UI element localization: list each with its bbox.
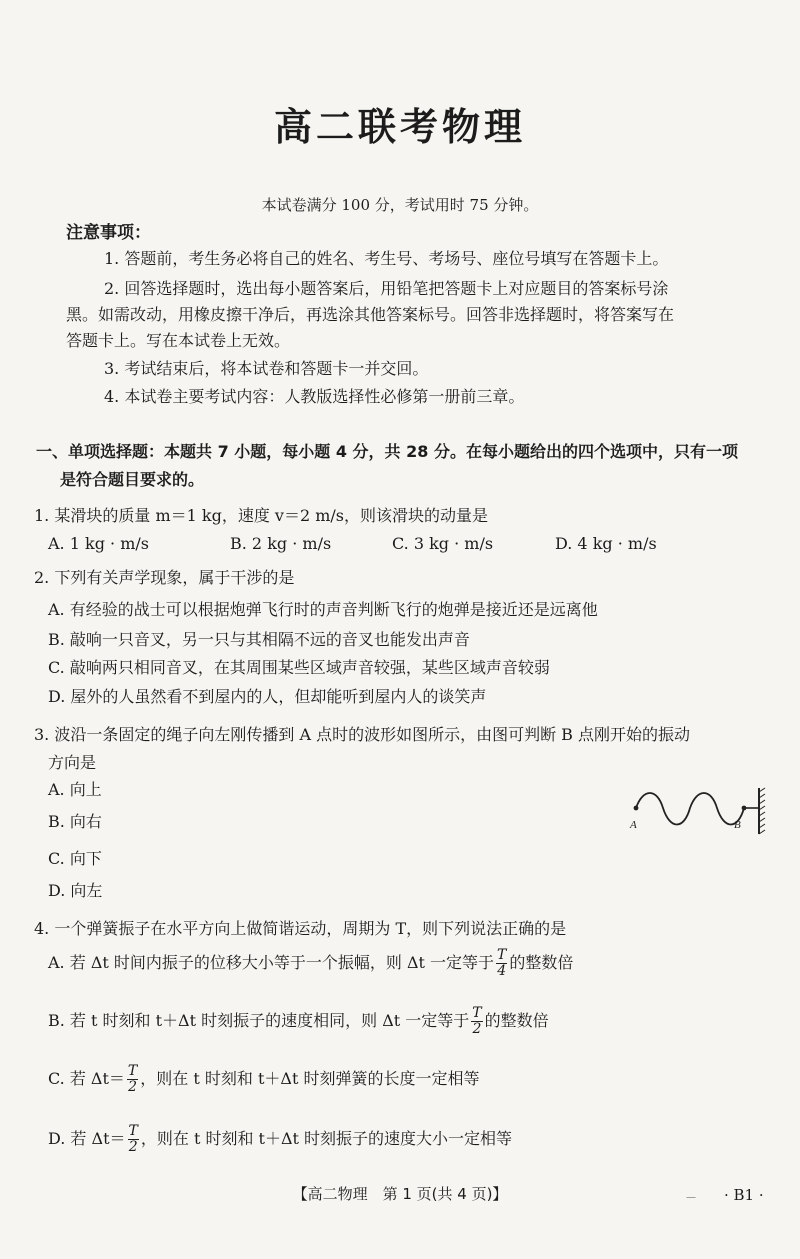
fraction-numerator: T	[128, 1123, 138, 1139]
question-3-option-c: C. 向下	[48, 849, 102, 868]
option-text: 的整数倍	[484, 1011, 549, 1030]
question-4-option-b	[48, 1006, 549, 1037]
fraction-numerator: T	[497, 947, 507, 963]
page-footer: 【高二物理 第 1 页(共 4 页)】	[292, 1185, 508, 1203]
question-2-option-c: C. 敲响两只相同音叉，在其周围某些区域声音较强，某些区域声音较弱	[48, 658, 550, 677]
notice-heading: 注意事项：	[66, 223, 151, 243]
option-text: B. 若 t 时刻和 t＋Δt 时刻振子的速度相同，则 Δt 一定等于	[48, 1011, 470, 1030]
wave-diagram	[628, 786, 768, 838]
notice-item: 3. 考试结束后，将本试卷和答题卡一并交回。	[104, 359, 429, 378]
question-3-option-b: B. 向右	[48, 812, 102, 831]
question-2-option-d: D. 屋外的人虽然看不到屋内的人，但却能听到屋内人的谈笑声	[48, 687, 487, 706]
fraction-denominator: 2	[128, 1079, 138, 1095]
question-2-stem: 2. 下列有关声学现象，属于干涉的是	[34, 568, 295, 587]
section-heading	[36, 438, 774, 494]
fraction	[128, 1124, 139, 1155]
label-point-a: A	[630, 819, 637, 831]
footer-dash: －	[685, 1191, 698, 1205]
question-2-option-b: B. 敲响一只音叉，另一只与其相隔不远的音叉也能发出声音	[48, 630, 470, 649]
notice-item: 1. 答题前，考生务必将自己的姓名、考生号、考场号、座位号填写在答题卡上。	[104, 249, 669, 268]
section-heading-line: 是符合题目要求的。	[60, 470, 205, 489]
question-3-option-a: A. 向上	[48, 780, 102, 799]
exam-subtitle: 本试卷满分 100 分，考试用时 75 分钟。	[261, 196, 539, 214]
fraction-numerator: T	[127, 1063, 138, 1079]
question-4-option-d	[48, 1124, 512, 1155]
question-3-stem: 3. 波沿一条固定的绳子向左刚传播到 A 点时的波形如图所示，由图可判断 B 点刚开始的振动	[34, 725, 691, 744]
question-1-option-d: D. 4 kg · m/s	[555, 534, 657, 553]
option-text: ，则在 t 时刻和 t＋Δt 时刻弹簧的长度一定相等	[140, 1069, 480, 1088]
fraction-denominator: 4	[497, 963, 507, 979]
fraction-numerator: T	[472, 1005, 482, 1021]
question-4-option-a	[48, 948, 573, 979]
question-1-option-c: C. 3 kg · m/s	[392, 534, 494, 553]
fraction	[496, 948, 507, 979]
wave-curve	[636, 793, 744, 825]
point-a-dot	[634, 806, 639, 811]
question-1-option-b: B. 2 kg · m/s	[230, 534, 332, 553]
notice-item: 4. 本试卷主要考试内容：人教版选择性必修第一册前三章。	[104, 387, 525, 406]
question-1-option-a: A. 1 kg · m/s	[48, 534, 149, 553]
option-text: ，则在 t 时刻和 t＋Δt 时刻振子的速度大小一定相等	[140, 1129, 513, 1148]
label-point-b: B	[734, 819, 741, 831]
notice-item: 2. 回答选择题时，选出每小题答案后，用铅笔把答题卡上对应题目的答案标号涂	[104, 279, 669, 298]
section-heading-line: 一、单项选择题：本题共 7 小题，每小题 4 分，共 28 分。在每小题给出的四个选项中，只有一项	[36, 442, 738, 461]
option-text: A. 若 Δt 时间内振子的位移大小等于一个振幅，则 Δt 一定等于	[48, 953, 495, 972]
page-code: · B1 ·	[724, 1186, 764, 1204]
option-text: D. 若 Δt＝	[48, 1129, 126, 1148]
question-1-stem: 1. 某滑块的质量 m＝1 kg，速度 v＝2 m/s，则该滑块的动量是	[34, 506, 488, 525]
question-3-stem-cont: 方向是	[48, 753, 97, 772]
question-4-stem: 4. 一个弹簧振子在水平方向上做简谐运动，周期为 T，则下列说法正确的是	[34, 919, 567, 938]
fraction	[127, 1064, 138, 1095]
fraction-denominator: 2	[472, 1021, 482, 1037]
option-text: C. 若 Δt＝	[48, 1069, 125, 1088]
question-2-option-a: A. 有经验的战士可以根据炮弹飞行时的声音判断飞行的炮弹是接近还是远离他	[48, 600, 598, 619]
fraction	[471, 1006, 482, 1037]
page-title: 高二联考物理	[273, 105, 526, 149]
notice-item: 黑。如需改动，用橡皮擦干净后，再选涂其他答案标号。回答非选择题时，将答案写在	[66, 305, 675, 324]
question-3-option-d: D. 向左	[48, 881, 103, 900]
question-4-option-c	[48, 1064, 479, 1095]
option-text: 的整数倍	[509, 953, 574, 972]
fraction-denominator: 2	[128, 1139, 138, 1155]
notice-item: 答题卡上。写在本试卷上无效。	[66, 331, 291, 350]
